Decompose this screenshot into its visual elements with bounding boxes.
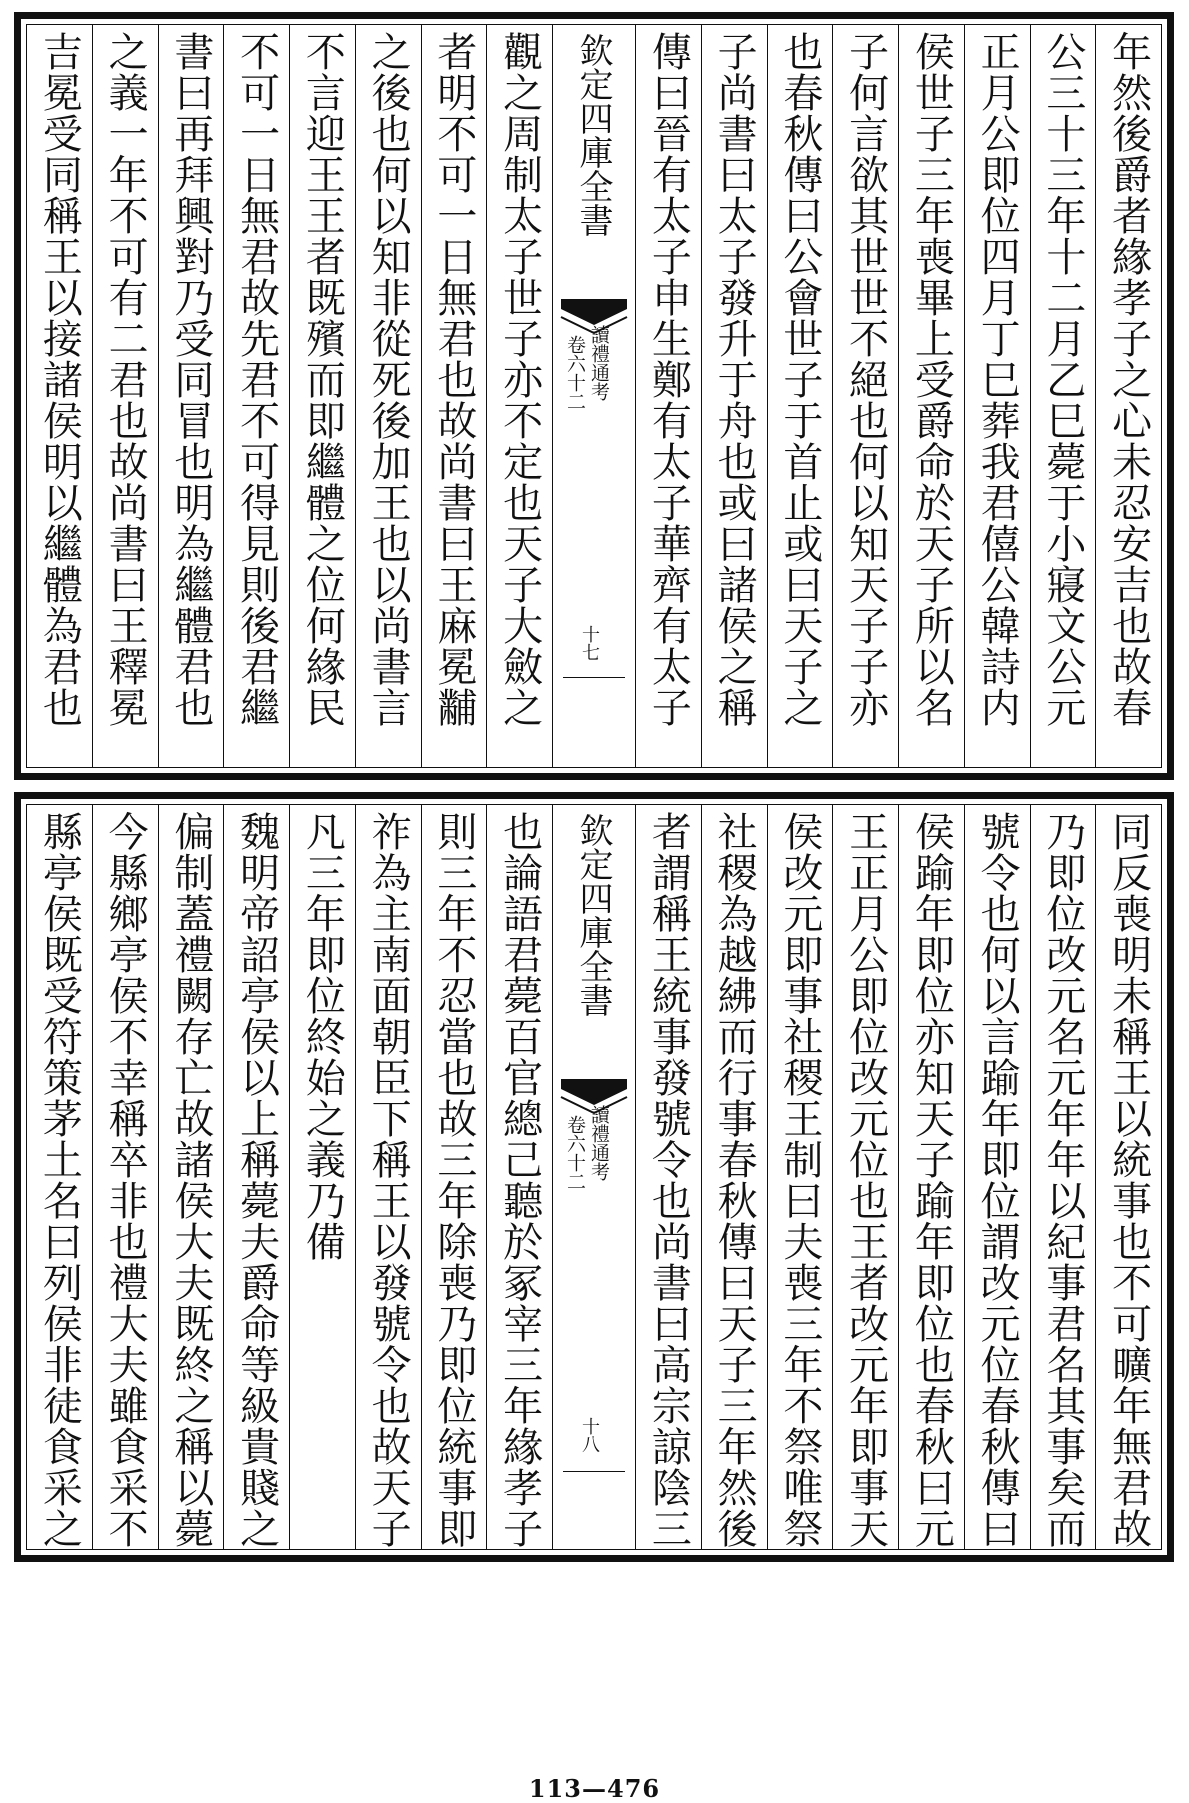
text-column <box>27 805 92 1549</box>
text-column <box>1095 25 1161 767</box>
folio-number: 十七 <box>579 625 600 661</box>
column-text: 乃即位改元名元年年以紀事君名其事矣而 <box>1039 811 1086 1549</box>
column-text: 王正月公即位改元位也王者改元年即事天 <box>842 811 889 1549</box>
column-text: 偏制蓋禮闕存亡故諸侯大夫既終之稱以薨 <box>167 811 214 1549</box>
text-column <box>898 25 964 767</box>
text-column <box>355 805 421 1549</box>
bottom-page <box>14 792 1174 1562</box>
center-fold-strip <box>552 805 635 1549</box>
column-text: 縣亭侯既受符策茅土名曰列侯非徒食采之 <box>36 811 83 1549</box>
text-column <box>767 25 833 767</box>
column-text: 不言迎王王者既殯而即繼體之位何緣民 <box>299 31 346 728</box>
column-text: 今縣鄉亭侯不幸稱卒非也禮大夫雖食采不 <box>102 811 149 1549</box>
page-number-footer: 113—476 <box>528 1774 661 1803</box>
column-text: 凡三年即位終始之義乃備 <box>299 811 346 1262</box>
text-column <box>701 25 767 767</box>
text-column <box>486 25 552 767</box>
text-column <box>421 25 487 767</box>
column-text: 魏明帝詔亭侯以上稱薨夫爵命等級貴賤之 <box>233 811 280 1549</box>
column-text: 侯世子三年喪畢上受爵命於天子所以名 <box>908 31 955 728</box>
text-column <box>486 805 552 1549</box>
text-column <box>92 805 158 1549</box>
folio-number: 十八 <box>579 1417 600 1453</box>
column-text: 不可一日無君故先君不可得見則後君繼 <box>233 31 280 728</box>
volume-number: 卷六十二 <box>564 335 586 411</box>
column-text: 者明不可一日無君也故尚書曰王麻冕黼 <box>430 31 477 728</box>
column-text: 侯踰年即位亦知天子踰年即位也春秋曰元 <box>908 811 955 1549</box>
column-text: 年然後爵者緣孝子之心未忍安吉也故春 <box>1105 31 1152 728</box>
book-title: 讀禮通考 <box>588 325 610 401</box>
text-column <box>158 805 224 1549</box>
top-page-columns <box>26 24 1162 768</box>
text-column <box>898 805 964 1549</box>
text-column <box>964 25 1030 767</box>
column-text: 則三年不忍當也故三年除喪乃即位統事即 <box>430 811 477 1549</box>
column-text: 公三十三年十二月乙巳薨于小寢文公元 <box>1039 31 1086 728</box>
text-column <box>92 25 158 767</box>
text-column <box>767 805 833 1549</box>
center-fold-strip <box>552 25 635 767</box>
text-column <box>832 25 898 767</box>
text-column <box>1030 805 1096 1549</box>
column-text: 之義一年不可有二君也故尚書曰王釋冕 <box>102 31 149 728</box>
text-column <box>223 25 289 767</box>
text-column <box>1095 805 1161 1549</box>
column-text: 觀之周制太子世子亦不定也天子大斂之 <box>496 31 543 728</box>
text-column <box>223 805 289 1549</box>
collection-title: 欽定四庫全書 <box>573 33 613 237</box>
column-text: 吉冕受同稱王以接諸侯明以繼體為君也 <box>36 31 83 728</box>
text-column <box>289 805 355 1549</box>
text-column <box>832 805 898 1549</box>
text-column <box>421 805 487 1549</box>
column-text: 侯改元即事社稷王制曰夫喪三年不祭唯祭 <box>776 811 823 1549</box>
column-text: 子何言欲其世世不絕也何以知天子子亦 <box>842 31 889 728</box>
column-text: 也論語君薨百官總己聽於冢宰三年緣孝子 <box>496 811 543 1549</box>
column-text: 也春秋傳曰公會世子于首止或曰天子之 <box>776 31 823 728</box>
folio-rule <box>563 1471 625 1472</box>
column-text: 社稷為越紼而行事春秋傳曰天子三年然後 <box>711 811 758 1549</box>
column-text: 傳曰晉有太子申生鄭有太子華齊有太子 <box>645 31 692 728</box>
text-column <box>701 805 767 1549</box>
column-text: 書曰再拜興對乃受同冒也明為繼體君也 <box>167 31 214 728</box>
column-text: 者謂稱王統事發號令也尚書曰高宗諒陰三 <box>645 811 692 1549</box>
column-text: 之後也何以知非從死後加王也以尚書言 <box>365 31 412 728</box>
top-page <box>14 12 1174 780</box>
text-column <box>635 805 701 1549</box>
text-column <box>635 25 701 767</box>
column-text: 子尚書曰太子發升于舟也或曰諸侯之稱 <box>711 31 758 728</box>
text-column <box>355 25 421 767</box>
column-text: 祚為主南面朝臣下稱王以發號令也故天子 <box>365 811 412 1549</box>
folio-rule <box>563 677 625 678</box>
text-column <box>289 25 355 767</box>
text-column <box>158 25 224 767</box>
column-text: 正月公即位四月丁巳葬我君僖公韓詩内 <box>974 31 1021 728</box>
collection-title: 欽定四庫全書 <box>573 813 613 1017</box>
text-column <box>1030 25 1096 767</box>
column-text: 同反喪明未稱王以統事也不可曠年無君故 <box>1105 811 1152 1549</box>
text-column <box>27 25 92 767</box>
bottom-page-columns <box>26 804 1162 1550</box>
volume-number: 卷六十二 <box>564 1115 586 1191</box>
text-column <box>964 805 1030 1549</box>
column-text: 號令也何以言踰年即位謂改元位春秋傳曰 <box>974 811 1021 1549</box>
book-title: 讀禮通考 <box>588 1105 610 1181</box>
